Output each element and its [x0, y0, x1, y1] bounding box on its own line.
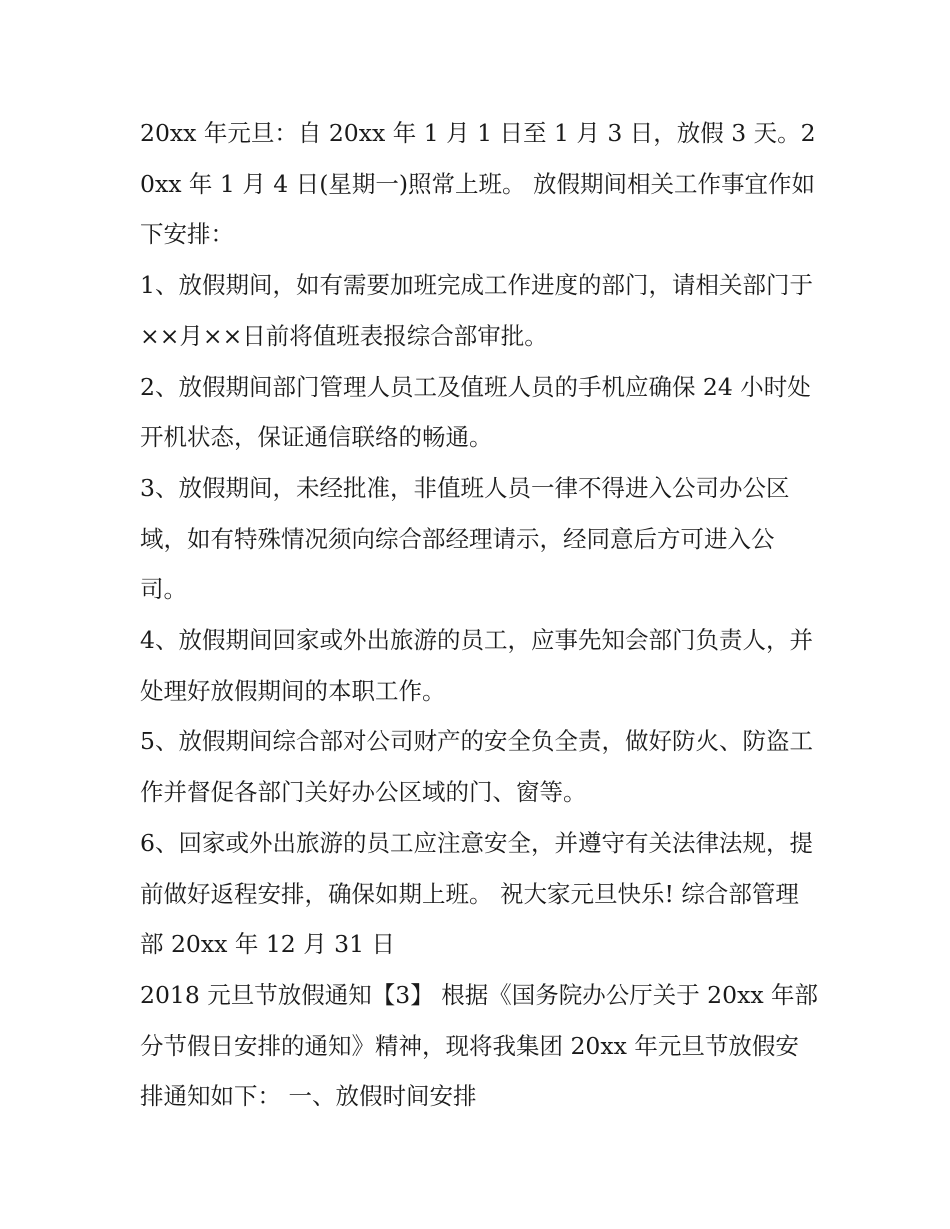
paragraph-item-4: 4、放假期间回家或外出旅游的员工，应事先知会部门负责人，并处理好放假期间的本职工作。	[140, 626, 813, 705]
paragraph-item-2: 2、放假期间部门管理人员工及值班人员的手机应确保 24 小时处开机状态，保证通信联络的畅通。	[140, 372, 811, 452]
paragraph-item-6: 6、回家或外出旅游的员工应注意安全，并遵守有关法律法规，提前做好返程安排，确保如期上班。 祝大家元旦快乐! 综合部管理部 20xx 年 12 月 31 日	[140, 828, 813, 959]
paragraph-item-5: 5、放假期间综合部对公司财产的安全负全责，做好防火、防盗工作并督促各部门关好办公区域的门、窗等。	[140, 727, 813, 807]
paragraph-item-3: 3、放假期间，未经批准，非值班人员一律不得进入公司办公区域，如有特殊情况须向综合部经理请示，经同意后方可进入公司。	[140, 473, 790, 604]
paragraph-holiday-dates: 20xx 年元旦：自 20xx 年 1 月 1 日至 1 月 3 日，放假 3 天。20xx 年 1 月 4 日(星期一)照常上班。 放假期间相关工作事宜作如下安排：	[140, 119, 816, 249]
paragraph-notice-3: 2018 元旦节放假通知【3】 根据《国务院办公厅关于 20xx 年部分节假日安排的通知》精神，现将我集团 20xx 年元旦节放假安排通知如下： 一、放假时间安排	[140, 980, 819, 1111]
document-body	[140, 108, 820, 1122]
paragraph-item-1: 1、放假期间，如有需要加班完成工作进度的部门，请相关部门于××月××日前将值班表报综合部审批。	[140, 271, 813, 350]
